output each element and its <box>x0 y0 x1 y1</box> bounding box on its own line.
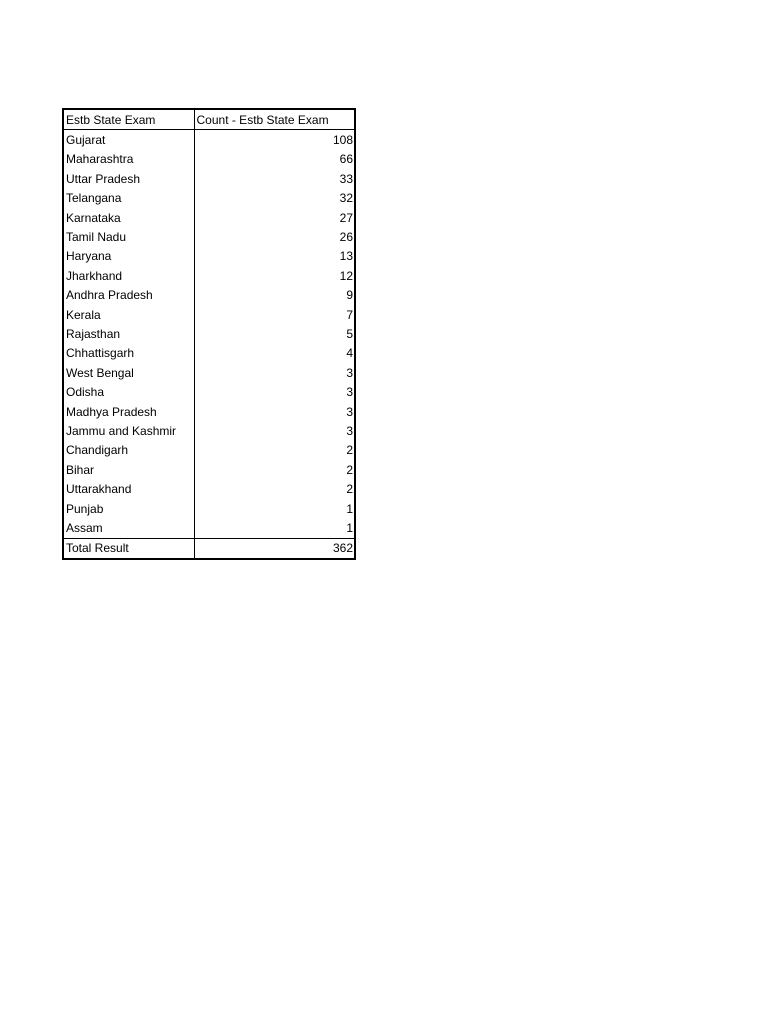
count-cell: 33 <box>194 169 355 188</box>
state-cell: Andhra Pradesh <box>63 286 194 305</box>
state-cell: Uttar Pradesh <box>63 169 194 188</box>
table-row <box>63 344 355 363</box>
count-cell: 12 <box>194 266 355 285</box>
count-cell: 5 <box>194 324 355 343</box>
table-row <box>63 324 355 343</box>
table-body <box>63 130 355 538</box>
state-cell: Jammu and Kashmir <box>63 421 194 440</box>
count-cell: 1 <box>194 518 355 538</box>
count-cell: 7 <box>194 305 355 324</box>
table-row <box>63 266 355 285</box>
table-row <box>63 421 355 440</box>
count-cell: 3 <box>194 382 355 401</box>
state-cell: Punjab <box>63 499 194 518</box>
state-cell: Chandigarh <box>63 441 194 460</box>
column-header-state: Estb State Exam <box>63 109 194 130</box>
state-cell: Tamil Nadu <box>63 227 194 246</box>
total-row <box>63 538 355 559</box>
table-row <box>63 518 355 538</box>
state-cell: Odisha <box>63 382 194 401</box>
table-row <box>63 130 355 150</box>
state-cell: West Bengal <box>63 363 194 382</box>
state-cell: Karnataka <box>63 208 194 227</box>
state-cell: Assam <box>63 518 194 538</box>
count-cell: 3 <box>194 363 355 382</box>
count-cell: 3 <box>194 402 355 421</box>
table-row <box>63 363 355 382</box>
column-header-count: Count - Estb State Exam <box>194 109 355 130</box>
table-row <box>63 441 355 460</box>
pivot-table <box>62 108 356 560</box>
total-value: 362 <box>194 538 355 559</box>
table-row <box>63 227 355 246</box>
table-row <box>63 286 355 305</box>
header-row <box>63 109 355 130</box>
table-row <box>63 402 355 421</box>
count-cell: 1 <box>194 499 355 518</box>
table-row <box>63 305 355 324</box>
state-cell: Madhya Pradesh <box>63 402 194 421</box>
table-row <box>63 208 355 227</box>
state-cell: Haryana <box>63 247 194 266</box>
state-cell: Telangana <box>63 189 194 208</box>
state-cell: Uttarakhand <box>63 479 194 498</box>
count-cell: 32 <box>194 189 355 208</box>
state-cell: Bihar <box>63 460 194 479</box>
state-cell: Maharashtra <box>63 150 194 169</box>
table-row <box>63 479 355 498</box>
table-row <box>63 247 355 266</box>
count-cell: 66 <box>194 150 355 169</box>
table-row <box>63 150 355 169</box>
state-cell: Kerala <box>63 305 194 324</box>
table-row <box>63 382 355 401</box>
count-cell: 4 <box>194 344 355 363</box>
table-row <box>63 460 355 479</box>
count-cell: 27 <box>194 208 355 227</box>
table-row <box>63 169 355 188</box>
count-cell: 2 <box>194 441 355 460</box>
count-cell: 108 <box>194 130 355 150</box>
count-cell: 13 <box>194 247 355 266</box>
state-cell: Gujarat <box>63 130 194 150</box>
count-cell: 26 <box>194 227 355 246</box>
count-cell: 3 <box>194 421 355 440</box>
total-label: Total Result <box>63 538 194 559</box>
count-cell: 9 <box>194 286 355 305</box>
table-row <box>63 189 355 208</box>
state-cell: Jharkhand <box>63 266 194 285</box>
state-cell: Rajasthan <box>63 324 194 343</box>
count-cell: 2 <box>194 460 355 479</box>
state-cell: Chhattisgarh <box>63 344 194 363</box>
table-row <box>63 499 355 518</box>
count-cell: 2 <box>194 479 355 498</box>
